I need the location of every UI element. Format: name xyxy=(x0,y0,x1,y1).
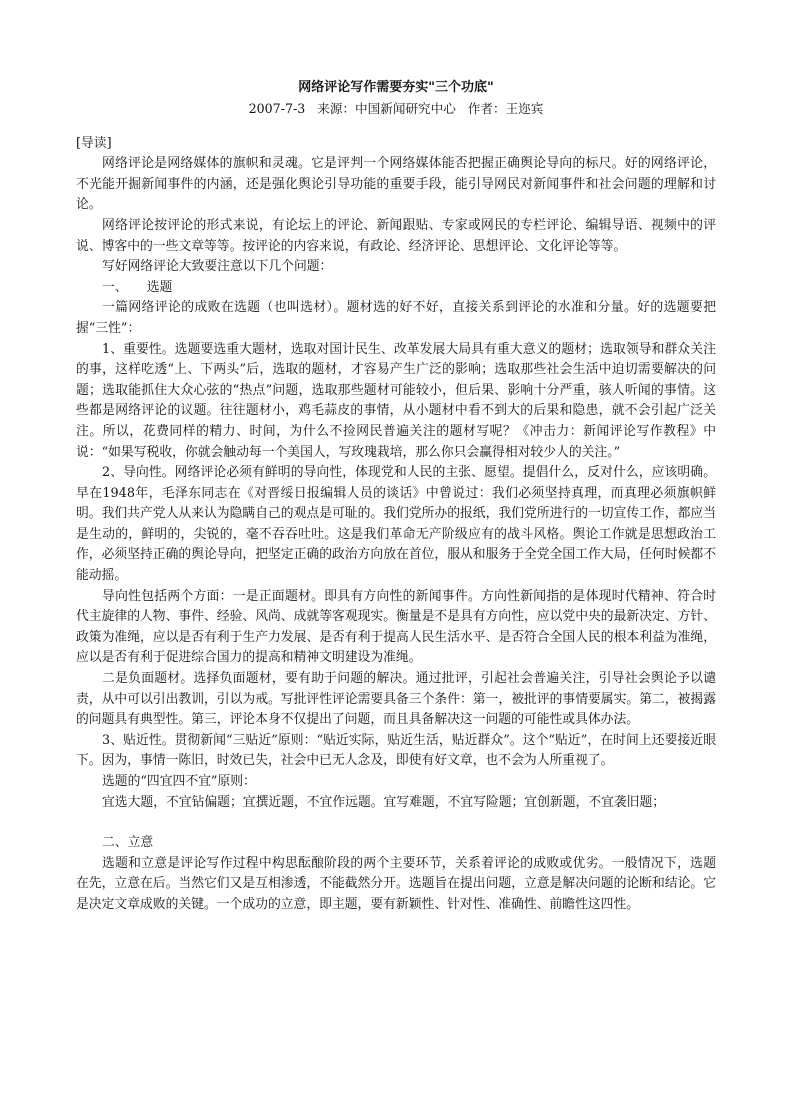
paragraph-orientation: 2、导向性。网络评论必须有鲜明的导向性，体现党和人民的主张、愿望。提倡什么，反对什么，应该明确。早在1948年，毛泽东同志在《对晋绥日报编辑人员的谈话》中曾说过：我们必须坚持真理，而真理必须旗帜鲜明。我们共产党人从来认为隐瞒自己的观点是可耻的。我们党所办的报纸，我们党所进行的一切宣传工作，都应当是生动的，鲜明的，尖锐的，毫不吞吞吐吐。这是我们革命无产阶级应有的战斗风格。舆论工作就是思想政治工作，必须坚持正确的舆论导向，把坚定正确的政治方向放在首位，服从和服务于全党全国工作大局，任何时候都不能动摇。 xyxy=(76,465,716,584)
paragraph-principle-title: 选题的“四宜四不宜”原则： xyxy=(102,774,256,789)
section-gap xyxy=(76,813,716,833)
section-heading-theme: 二、立意 xyxy=(102,835,154,851)
lead-label: [导读] xyxy=(76,135,112,151)
article-author: 作者：王迩宾 xyxy=(467,101,544,116)
paragraph-orientation-negative: 二是负面题材。选择负面题材，要有助于问题的解决。通过批评，引起社会普遍关注，引导社会舆论予以谴责，从中可以引出教训，引以为戒。写批评性评论需要具备三个条件：第一，被批评的事情要属实。第二，被揭露的问题具有典型性。第三，评论本身不仅提出了问题，而且具备解决这一问题的可能性或具体办法。 xyxy=(76,671,716,728)
article-meta xyxy=(76,99,716,120)
paragraph-intro-1: 网络评论是网络媒体的旗帜和灵魂。它是评判一个网络媒体能否把握正确舆论导向的标尺。好的网络评论，不光能开掘新闻事件的内涵，还是强化舆论引导功能的重要手段，能引导网民对新闻事件和社会问题的理解和讨论。 xyxy=(76,156,716,213)
paragraph-topic-1: 一篇网络评论的成败在选题（也叫选材）。题材选的好不好，直接关系到评论的水准和分量。好的选题要把握“三性”： xyxy=(76,300,716,336)
article-date: 2007-7-3 xyxy=(248,101,306,116)
paragraph-intro-2: 网络评论按评论的形式来说，有论坛上的评论、新闻跟贴、专家或网民的专栏评论、编辑导语、视频中的评说、博客中的一些文章等等。按评论的内容来说，有政论、经济评论、思想评论、文化评论等等。 xyxy=(76,217,716,254)
paragraph-principle-body: 宜选大题，不宜钻偏题；宜撰近题，不宜作远题。宜写难题，不宜写险题；宜创新题，不宜袭旧题； xyxy=(102,794,666,810)
paragraph-intro-3: 写好网络评论大致要注意以下几个问题： xyxy=(102,259,333,275)
section-heading-topic: 一、 选题 xyxy=(102,279,173,295)
article-source: 来源：中国新闻研究中心 xyxy=(317,101,456,116)
paragraph-importance: 1、重要性。选题要选重大题材，选取对国计民生、改革发展大局具有重大意义的题材；选取领导和群众关注的事，这样吃透“上、下两头”后，选取的题材，才容易产生广泛的影响；选取那些社会生活中迫切需要解决的问题；选取能抓住大众心弦的“热点”问题，选取那些题材可能较小，但后果、影响十分严重，骇人听闻的事情。这些都是网络评论的议题。往往题材小，鸡毛蒜皮的事情，从小题材中看不到大的后果和隐患，就不会引起广泛关注。所以，花费同样的精力、时间，为什么不捡网民普遍关注的题材写呢？《冲击力：新闻评论写作教程》中说：“如果写税收，你就会触动每一个美国人，写玫瑰栽培，那么你只会赢得相对较少人的关注。” xyxy=(76,341,716,460)
document-page xyxy=(76,78,716,916)
paragraph-theme-1: 选题和立意是评论写作过程中构思酝酿阶段的两个主要环节，关系着评论的成败或优劣。一般情况下，选题在先，立意在后。当然它们又是互相渗透，不能截然分开。选题旨在提出问题，立意是解决问题的论断和结论。它是决定文章成败的关键。一个成功的立意，即主题，要有新颖性、针对性、准确性、前瞻性这四性。 xyxy=(76,855,716,912)
paragraph-proximity: 3、贴近性。贯彻新闻“三贴近”原则：“贴近实际，贴近生活，贴近群众”。这个“贴近”，在时间上还要接近眼下。因为，事情一陈旧，时效已失，社会中已无人念及，即使有好文章，也不会为人所重视了。 xyxy=(76,732,716,769)
paragraph-orientation-positive: 导向性包括两个方面：一是正面题材。即具有方向性的新闻事件。方向性新闻指的是体现时代精神、符合时代主旋律的人物、事件、经验、风尚、成就等客观现实。衡量是不是具有方向性，应以党中央的最新决定、方针、政策为准绳，应以是否有利于生产力发展、是否有利于提高人民生活水平、是否符合全国人民的根本利益为准绳，应以是否有利于促进综合国力的提高和精神文明建设为准绳。 xyxy=(76,588,716,666)
article-title: 网络评论写作需要夯实"三个功底" xyxy=(298,80,494,95)
